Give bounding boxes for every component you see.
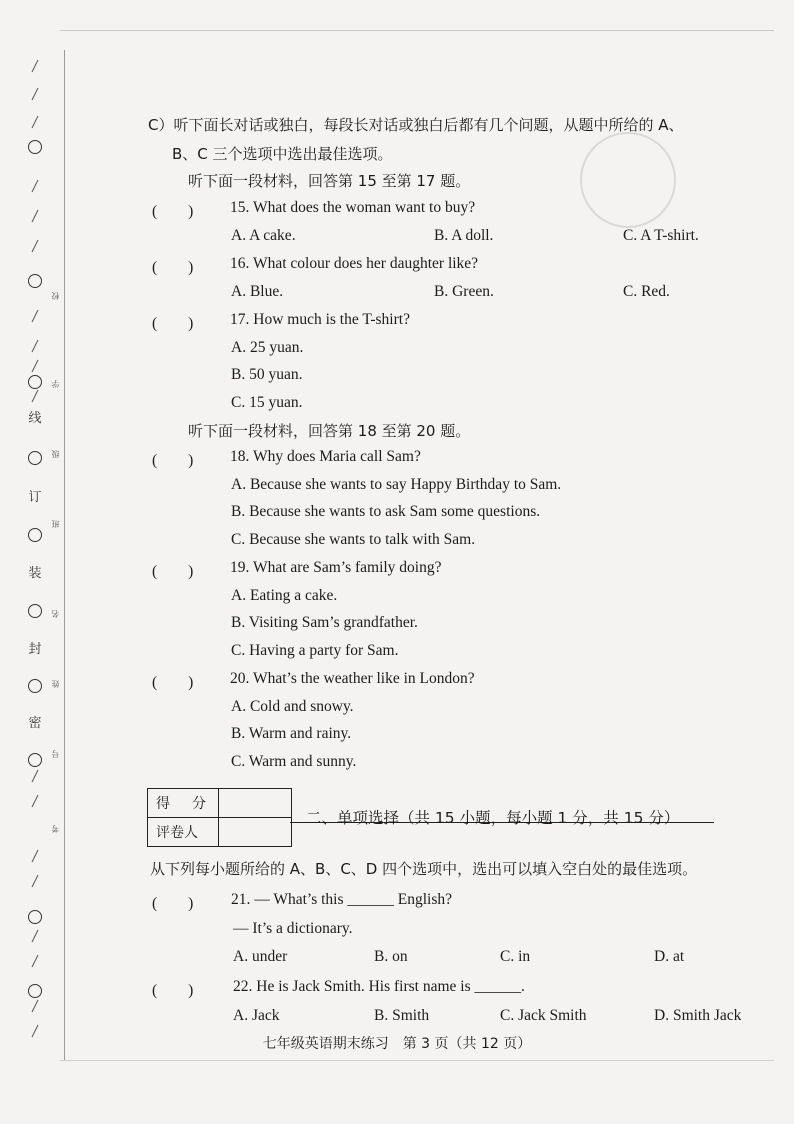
option-17-a: A. 25 yuan. [231, 339, 304, 356]
option-15-b: B. A doll. [434, 227, 494, 244]
answer-bracket[interactable]: ( ) [152, 315, 194, 332]
option-20-c: C. Warm and sunny. [231, 753, 357, 770]
seal-char: 封 [26, 638, 44, 657]
material-intro-18-20: 听下面一段材料，回答第 18 至第 20 题。 [188, 422, 471, 440]
option-18-c: C. Because she wants to talk with Sam. [231, 531, 476, 548]
question-21: 21. — What’s this ______ English? [231, 891, 453, 908]
question-15: 15. What does the woman want to buy? [230, 199, 476, 216]
seal-char: 装 [26, 562, 44, 581]
score-field[interactable] [219, 789, 292, 818]
option-21-b: B. on [374, 948, 408, 965]
answer-bracket[interactable]: ( ) [152, 895, 194, 912]
question-17: 17. How much is the T-shirt? [230, 311, 410, 328]
score-label: 得 分 [148, 789, 219, 818]
option-20-a: A. Cold and snowy. [231, 698, 354, 715]
question-20: 20. What’s the weather like in London? [230, 670, 475, 687]
option-22-a: A. Jack [233, 1007, 280, 1024]
option-16-b: B. Green. [434, 283, 494, 300]
option-17-c: C. 15 yuan. [231, 394, 303, 411]
answer-bracket[interactable]: ( ) [152, 982, 194, 999]
option-19-b: B. Visiting Sam’s grandfather. [231, 614, 418, 631]
answer-bracket[interactable]: ( ) [152, 452, 194, 469]
seal-char: 密 [26, 712, 44, 731]
binding-circle [28, 910, 42, 924]
top-rule [60, 30, 774, 31]
option-19-a: A. Eating a cake. [231, 587, 338, 604]
material-intro-15-17: 听下面一段材料，回答第 15 至第 17 题。 [188, 172, 471, 190]
answer-bracket[interactable]: ( ) [152, 563, 194, 580]
option-15-c: C. A T-shirt. [623, 227, 699, 244]
section-two-instruction: 从下列每小题所给的 A、B、C、D 四个选项中，选出可以填入空白处的最佳选项。 [150, 860, 698, 878]
binding-circle [28, 753, 42, 767]
option-18-b: B. Because she wants to ask Sam some questions. [231, 503, 541, 520]
side-label: 班 [51, 520, 60, 528]
binding-circle [28, 140, 42, 154]
option-18-a: A. Because she wants to say Happy Birthday to Sam. [231, 476, 562, 493]
question-22: 22. He is Jack Smith. His first name is ______. [233, 978, 525, 995]
question-21-reply: — It’s a dictionary. [233, 920, 353, 937]
binding-margin [0, 50, 72, 1060]
grader-field[interactable] [219, 818, 292, 847]
side-label: 名 [51, 610, 60, 618]
question-16: 16. What colour does her daughter like? [230, 255, 479, 272]
option-21-a: A. under [233, 948, 288, 965]
page-footer: 七年级英语期末练习 第 3 页（共 12 页） [262, 1036, 532, 1052]
side-label: 学 [51, 380, 60, 388]
option-22-b: B. Smith [374, 1007, 430, 1024]
option-16-c: C. Red. [623, 283, 670, 300]
option-22-c: C. Jack Smith [500, 1007, 587, 1024]
bleed-through-clock [580, 132, 676, 228]
option-17-b: B. 50 yuan. [231, 366, 303, 383]
binding-circle [28, 274, 42, 288]
cut-line [30, 50, 40, 1050]
option-22-d: D. Smith Jack [654, 1007, 742, 1024]
binding-circle [28, 604, 42, 618]
question-18: 18. Why does Maria call Sam? [230, 448, 421, 465]
answer-bracket[interactable]: ( ) [152, 259, 194, 276]
side-label: 校 [51, 292, 60, 300]
binding-circle [28, 984, 42, 998]
section-c-instruction-2: B、C 三个选项中选出最佳选项。 [172, 145, 393, 163]
side-label: 级 [51, 450, 60, 458]
option-21-d: D. at [654, 948, 685, 965]
score-box [147, 788, 292, 847]
option-19-c: C. Having a party for Sam. [231, 642, 399, 659]
section-two-title: 二、单项选择（共 15 小题，每小题 1 分，共 15 分） [306, 809, 680, 827]
side-label: 姓 [51, 680, 60, 688]
answer-bracket[interactable]: ( ) [152, 203, 194, 220]
side-label: 号 [51, 750, 60, 758]
grader-label: 评卷人 [148, 818, 219, 847]
binding-circle [28, 375, 42, 389]
option-16-a: A. Blue. [231, 283, 284, 300]
question-19: 19. What are Sam’s family doing? [230, 559, 442, 576]
binding-circle [28, 679, 42, 693]
seal-char: 线 [26, 407, 44, 426]
answer-bracket[interactable]: ( ) [152, 674, 194, 691]
binding-circle [28, 528, 42, 542]
side-label: 考 [51, 825, 60, 833]
section-c-instruction-1: C）听下面长对话或独白，每段长对话或独白后都有几个问题，从题中所给的 A、 [148, 116, 684, 134]
option-20-b: B. Warm and rainy. [231, 725, 352, 742]
seal-char: 订 [26, 486, 44, 505]
option-15-a: A. A cake. [231, 227, 296, 244]
option-21-c: C. in [500, 948, 531, 965]
binding-circle [28, 451, 42, 465]
bottom-rule [60, 1060, 774, 1061]
binding-edge [64, 50, 65, 1060]
